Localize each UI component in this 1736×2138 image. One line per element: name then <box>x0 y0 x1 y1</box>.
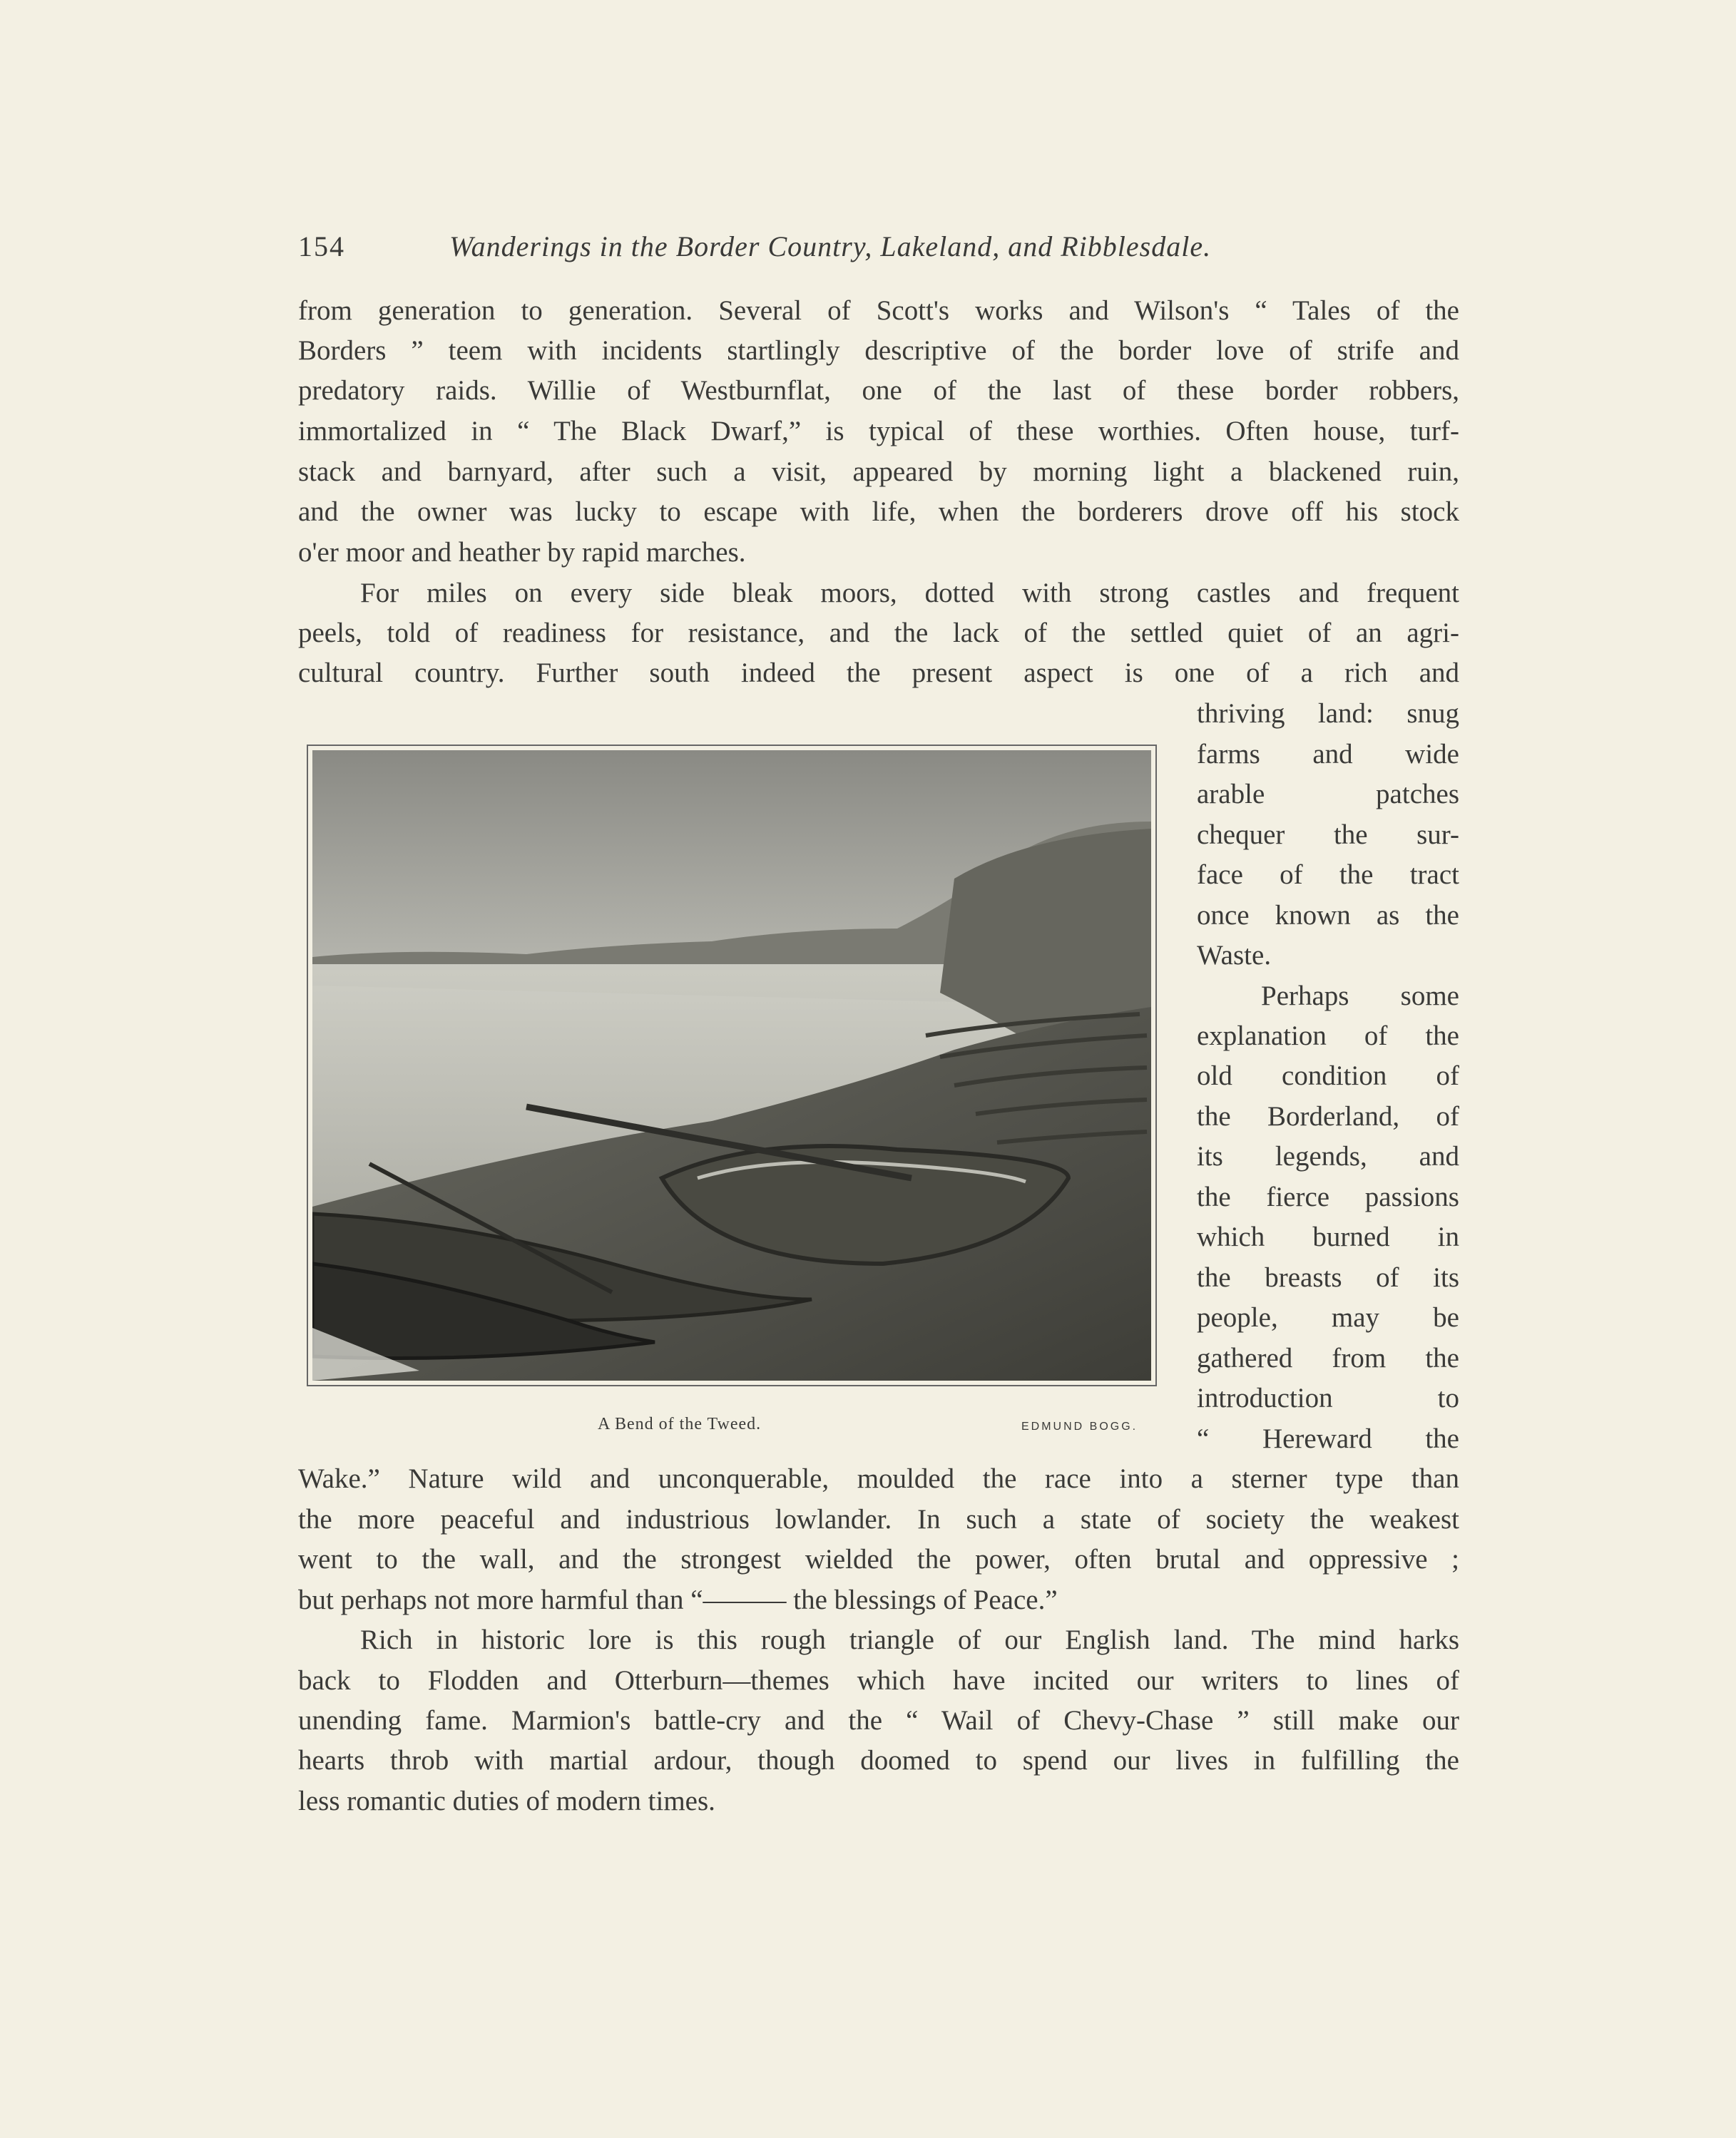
side-line: old condition of <box>1197 1060 1459 1091</box>
side-line: the fierce passions <box>1197 1182 1459 1212</box>
body-line: back to Flodden and Otterburn—themes which have incited our writers to lines of <box>298 1665 1459 1696</box>
body-line: Rich in historic lore is this rough triangle of our English land. The mind harks <box>360 1625 1459 1655</box>
side-line: thriving land: snug <box>1197 698 1459 729</box>
body-line: and the owner was lucky to escape with life, when the borderers drove off his stock <box>298 496 1459 527</box>
side-line: people, may be <box>1197 1302 1459 1333</box>
side-line: face of the tract <box>1197 859 1459 890</box>
figure-credit: EDMUND BOGG. <box>1021 1421 1138 1433</box>
side-line: explanation of the <box>1197 1021 1459 1051</box>
body-line: hearts throb with martial ardour, though doomed to spend our lives in fulfilling the <box>298 1745 1459 1776</box>
body-line: stack and barnyard, after such a visit, appeared by morning light a blackened ruin, <box>298 456 1459 487</box>
body-line: Wake.” Nature wild and unconquerable, moulded the race into a sterner type than <box>298 1463 1459 1494</box>
side-line: which burned in <box>1197 1222 1459 1252</box>
figure-caption: A Bend of the Tweed. <box>598 1415 762 1433</box>
body-line: o'er moor and heather by rapid marches. <box>298 537 746 568</box>
side-line: its legends, and <box>1197 1141 1459 1172</box>
body-line: cultural country. Further south indeed the present aspect is one of a rich and <box>298 658 1459 688</box>
side-line: farms and wide <box>1197 739 1459 769</box>
body-line: immortalized in “ The Black Dwarf,” is typical of these worthies. Often house, turf- <box>298 416 1459 446</box>
side-line: Waste. <box>1197 940 1272 971</box>
body-line: For miles on every side bleak moors, dotted with strong castles and frequent <box>360 578 1459 608</box>
body-line: the more peaceful and industrious lowlander. In such a state of society the weakest <box>298 1504 1459 1535</box>
side-line: “ Hereward the <box>1197 1423 1459 1454</box>
side-line: introduction to <box>1197 1383 1459 1413</box>
photo-plate <box>307 745 1157 1386</box>
body-line: from generation to generation. Several of Scott's works and Wilson's “ Tales of the <box>298 295 1459 326</box>
side-line: once known as the <box>1197 900 1459 931</box>
body-line: went to the wall, and the strongest wielded the power, often brutal and oppressive ; <box>298 1544 1459 1575</box>
body-line: but perhaps not more harmful than “——— the blessings of Peace.” <box>298 1585 1058 1615</box>
body-line: Borders ” teem with incidents startlingly descriptive of the border love of strife and <box>298 335 1459 366</box>
side-line: the breasts of its <box>1197 1262 1459 1293</box>
side-line: Perhaps some <box>1261 981 1459 1011</box>
body-line: predatory raids. Willie of Westburnflat, one of the last of these border robbers, <box>298 375 1459 406</box>
side-line: gathered from the <box>1197 1343 1459 1374</box>
body-line: peels, told of readiness for resistance, and the lack of the settled quiet of an agri- <box>298 618 1459 648</box>
page-number: 154 <box>298 230 345 262</box>
side-line: the Borderland, of <box>1197 1101 1459 1132</box>
side-line: chequer the sur- <box>1197 819 1459 850</box>
side-line: arable patches <box>1197 779 1459 809</box>
running-title: Wanderings in the Border Country, Lakeland, and Ribblesdale. <box>449 230 1212 262</box>
body-line: unending fame. Marmion's battle-cry and the “ Wail of Chevy-Chase ” still make our <box>298 1705 1459 1736</box>
tweed-boats-photo <box>312 750 1151 1381</box>
body-line: less romantic duties of modern times. <box>298 1786 715 1816</box>
